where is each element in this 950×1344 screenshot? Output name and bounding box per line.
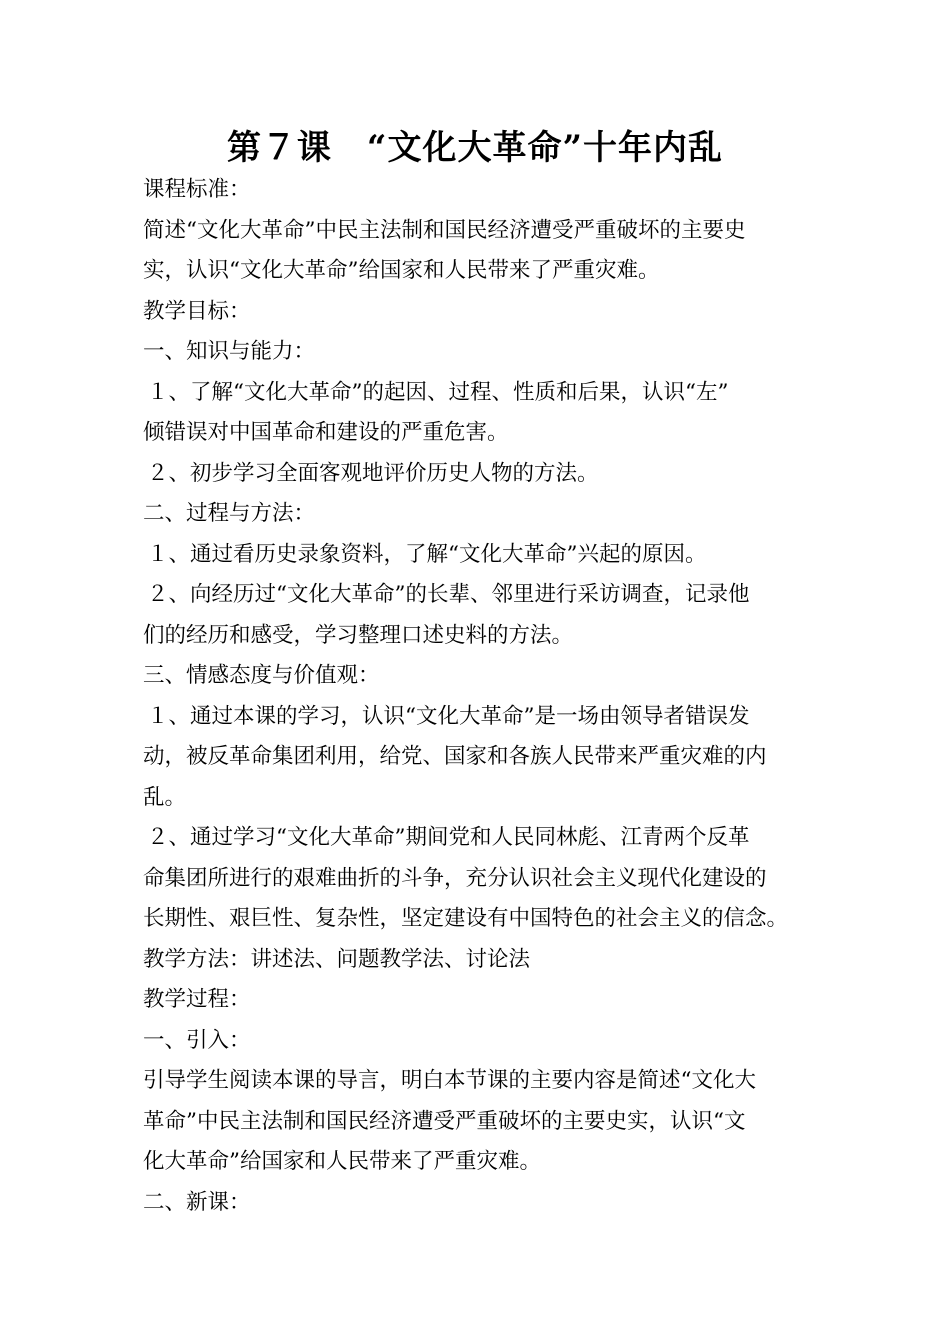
paragraph-line: 革命”中民主法制和国民经济遭受严重破坏的主要史实，认识“文 [143,1108,746,1134]
section-heading-teaching-process: 教学过程： [143,987,251,1012]
list-item-line: ２、通过学习“文化大革命”期间党和人民同林彪、江青两个反革 [147,825,750,850]
paragraph-line: 命集团所进行的艰难曲折的斗争，充分认识社会主义现代化建设的 [143,865,767,891]
paragraph-line: 长期性、艰巨性、复杂性，坚定建设有中国特色的社会主义的信念。 [143,906,789,931]
list-item-line: １、了解“文化大革命”的起因、过程、性质和后果，认识“左” [147,379,729,405]
paragraph-line: 化大革命”给国家和人民带来了严重灾难。 [143,1149,541,1174]
subsection-heading-values: 三、情感态度与价值观： [143,663,380,688]
section-heading-teaching-goals: 教学目标： [143,298,251,324]
paragraph-line: 乱。 [143,784,187,810]
paragraph-line: 引导学生阅读本课的导言，明白本节课的主要内容是简述“文化大 [143,1068,756,1093]
subsection-heading-new-lesson: 二、新课： [143,1189,251,1215]
list-item-line: １、通过看历史录象资料，了解“文化大革命”兴起的原因。 [147,541,707,567]
section-heading-teaching-methods: 教学方法：讲述法、问题教学法、讨论法 [143,946,531,972]
paragraph-line: 倾错误对中国革命和建设的严重危害。 [143,420,509,445]
section-heading-course-standard: 课程标准： [143,177,251,202]
paragraph-line: 简述“文化大革命”中民主法制和国民经济遭受严重破坏的主要史 [143,217,746,243]
document-body [143,170,807,1223]
lesson-title: 第７课 “文化大革命”十年内乱 [226,128,724,168]
list-item-line: ２、向经历过“文化大革命”的长辈、邻里进行采访调查，记录他 [147,582,750,607]
subsection-heading-introduction: 一、引入： [143,1027,251,1053]
list-item-line: ２、初步学习全面客观地评价历史人物的方法。 [147,460,599,486]
list-item-line: １、通过本课的学习，认识“文化大革命”是一场由领导者错误发 [147,703,750,729]
paragraph-line: 实，认识“文化大革命”给国家和人民带来了严重灾难。 [143,258,660,283]
paragraph-line: 动，被反革命集团利用，给党、国家和各族人民带来严重灾难的内 [143,744,767,769]
paragraph-line: 们的经历和感受，学习整理口述史料的方法。 [143,622,574,648]
subsection-heading-process: 二、过程与方法： [143,501,316,526]
subsection-heading-knowledge: 一、知识与能力： [143,339,316,364]
